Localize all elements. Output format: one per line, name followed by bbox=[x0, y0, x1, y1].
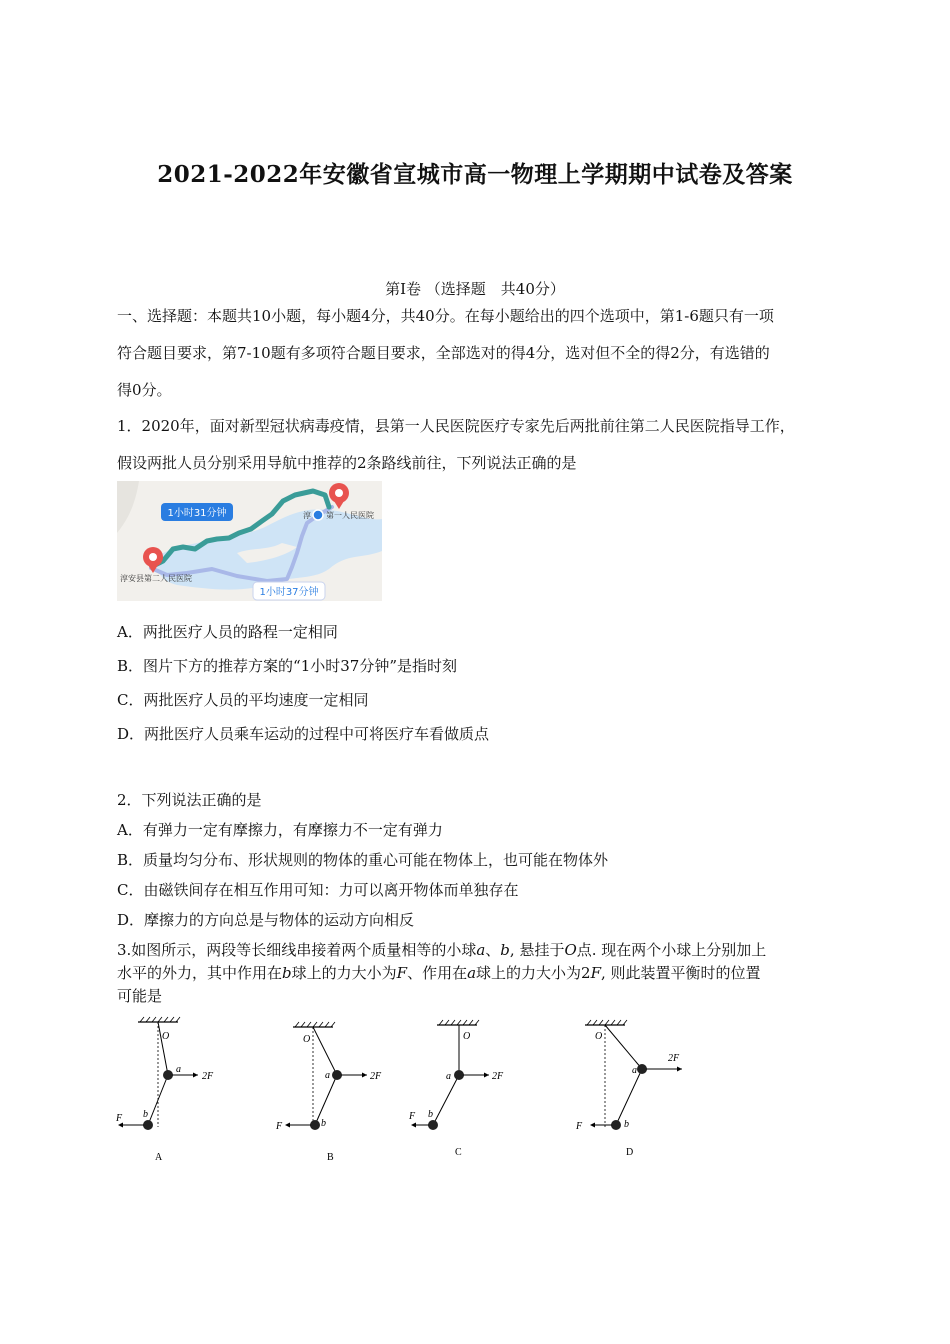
route-2-label[interactable] bbox=[253, 582, 325, 600]
q1-option-d: D．两批医疗人员乘车运动的过程中可将医疗车看做质点 bbox=[117, 725, 490, 743]
q1-option-b: B．图片下方的推荐方案的“1小时37分钟”是指时刻 bbox=[117, 657, 457, 675]
navigation-map bbox=[117, 481, 382, 601]
q2-option-d: D．摩擦力的方向总是与物体的运动方向相反 bbox=[117, 911, 415, 929]
svg-text:F: F bbox=[409, 1111, 416, 1122]
svg-text:F: F bbox=[576, 1121, 583, 1132]
svg-text:b: b bbox=[143, 1109, 148, 1120]
svg-text:O: O bbox=[162, 1031, 170, 1042]
q3-stem-line-2: 水平的外力，其中作用在b球上的力大小为F、作用在a球上的力大小为2F, 则此装置平衡时的位置 bbox=[117, 964, 761, 982]
svg-text:2F: 2F bbox=[370, 1071, 382, 1082]
svg-text:b: b bbox=[624, 1119, 629, 1130]
route-2-label-text: 1小时37分钟 bbox=[259, 587, 319, 598]
q1-stem-line-1: 1．2020年，面对新型冠状病毒疫情，县第一人民医院医疗专家先后两批前往第二人民医院指导工作， bbox=[117, 417, 795, 435]
svg-text:2F: 2F bbox=[202, 1071, 214, 1082]
figure-b-diagram bbox=[275, 1015, 415, 1165]
svg-text:a: a bbox=[176, 1064, 181, 1075]
instruction-line-1: 一、选择题：本题共10小题，每小题4分，共40分。在每小题给出的四个选项中，第1-6题只有一项 bbox=[117, 307, 774, 325]
svg-text:a: a bbox=[325, 1070, 330, 1081]
svg-text:A: A bbox=[155, 1152, 163, 1163]
q2-option-a: A．有弹力一定有摩擦力，有摩擦力不一定有弹力 bbox=[117, 821, 443, 839]
figure-c-diagram bbox=[405, 1015, 545, 1165]
figure-d bbox=[570, 1015, 710, 1165]
svg-text:O: O bbox=[463, 1031, 471, 1042]
svg-text:B: B bbox=[327, 1152, 334, 1163]
q3-stem-line-1: 3.如图所示，两段等长细线串接着两个质量相等的小球a、b, 悬挂于O点. 现在两个小球上分别加上 bbox=[117, 941, 767, 959]
page-title: 2021-2022年安徽省宣城市高一物理上学期期中试卷及答案 bbox=[157, 161, 793, 188]
q1-option-c: C．两批医疗人员的平均速度一定相同 bbox=[117, 691, 369, 709]
section-header: 第Ⅰ卷 （选择题 共40分） bbox=[385, 280, 565, 298]
end-label-text: 第一人民医院 bbox=[326, 511, 374, 520]
svg-text:C: C bbox=[455, 1147, 462, 1158]
svg-text:2F: 2F bbox=[492, 1071, 504, 1082]
svg-text:O: O bbox=[595, 1031, 603, 1042]
route-1-label[interactable] bbox=[161, 503, 233, 521]
svg-text:F: F bbox=[276, 1121, 283, 1132]
current-location-icon bbox=[313, 510, 323, 520]
svg-text:2F: 2F bbox=[668, 1053, 680, 1064]
q2-stem: 2．下列说法正确的是 bbox=[117, 791, 262, 809]
instruction-line-3: 得0分。 bbox=[117, 381, 172, 399]
svg-text:b: b bbox=[428, 1109, 433, 1120]
svg-text:O: O bbox=[303, 1034, 311, 1045]
svg-text:F: F bbox=[116, 1113, 123, 1124]
figure-c bbox=[405, 1015, 545, 1165]
figure-a-diagram bbox=[110, 1015, 250, 1165]
end-prefix-text: 淳 bbox=[303, 511, 311, 520]
svg-text:b: b bbox=[321, 1118, 326, 1129]
figure-a bbox=[110, 1015, 250, 1165]
svg-text:a: a bbox=[446, 1071, 451, 1082]
q2-option-b: B．质量均匀分布、形状规则的物体的重心可能在物体上，也可能在物体外 bbox=[117, 851, 609, 869]
figure-d-diagram bbox=[570, 1015, 710, 1165]
q1-stem-line-2: 假设两批人员分别采用导航中推荐的2条路线前往，下列说法正确的是 bbox=[117, 454, 577, 472]
figure-b bbox=[275, 1015, 415, 1165]
q2-option-c: C．由磁铁间存在相互作用可知：力可以离开物体而单独存在 bbox=[117, 881, 519, 899]
svg-text:D: D bbox=[626, 1147, 634, 1158]
route-1-label-text: 1小时31分钟 bbox=[167, 508, 227, 519]
svg-text:a: a bbox=[632, 1065, 637, 1076]
map-figure bbox=[117, 481, 382, 601]
instruction-line-2: 符合题目要求，第7-10题有多项符合题目要求，全部选对的得4分，选对但不全的得2分，有选错的 bbox=[117, 344, 770, 362]
q3-stem-line-3: 可能是 bbox=[117, 987, 163, 1005]
q1-option-a: A．两批医疗人员的路程一定相同 bbox=[117, 623, 338, 641]
start-label-text: 淳安县第二人民医院 bbox=[120, 574, 192, 583]
